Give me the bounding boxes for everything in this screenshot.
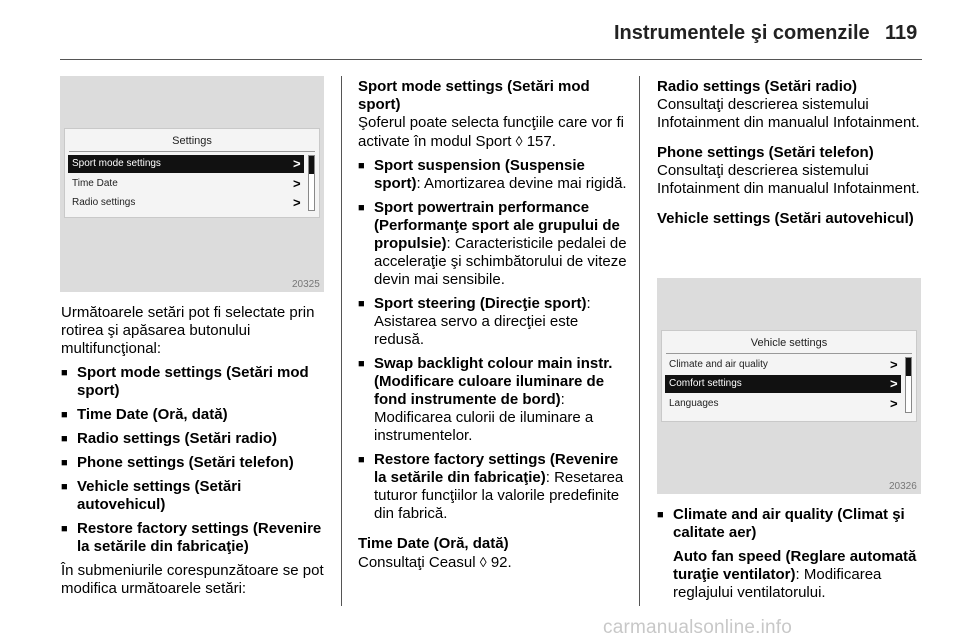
page-header	[0, 0, 960, 62]
list-item: ■ Sport powertrain performance (Performanţe sport ale grupului de propulsie): Caracteristicile pedalei de acceleraţie şi schimbătorului de viteze devin mai sensibile.	[358, 199, 628, 289]
chevron-right-icon: >	[890, 376, 898, 391]
menu-item-radio-settings[interactable]: Radio settings	[72, 197, 136, 208]
outro-paragraph: În submeniurile corespunzătoare se pot modifica următoarele setări:	[61, 562, 324, 597]
settings-screen-title: Settings	[172, 135, 212, 147]
section-heading-sport-mode: Sport mode settings (Setări mod sport)	[358, 78, 590, 113]
menu-item-sport-mode-settings[interactable]: Sport mode settings	[68, 155, 304, 173]
vehicle-settings-screen-title: Vehicle settings	[750, 337, 828, 349]
list-item: ■ Sport steering (Direcţie sport): Asistarea servo a direcţiei este redusă.	[358, 295, 628, 349]
list-item: ■ Vehicle settings (Setări autovehicul)	[61, 478, 333, 514]
page-reference-arrow-icon: ◊	[515, 133, 523, 149]
scrollbar-thumb[interactable]	[309, 156, 314, 174]
menu-item-time-date[interactable]: Time Date	[72, 178, 118, 189]
chevron-right-icon: >	[293, 156, 301, 171]
figure-number: 20326	[889, 481, 917, 492]
settings-list	[61, 364, 333, 556]
intro-paragraph: Următoarele setări pot fi selectate prin rotirea şi apăsarea butonului multifuncţional:	[61, 304, 315, 357]
settings-screen	[64, 128, 320, 218]
page-reference-arrow-icon: ◊	[479, 554, 487, 570]
page-number: 119	[885, 22, 918, 44]
column-divider-1	[341, 76, 342, 606]
vehicle-settings-list	[657, 506, 923, 542]
column-divider-2	[639, 76, 640, 606]
list-item: ■ Radio settings (Setări radio)	[61, 430, 333, 448]
sport-options-list	[358, 157, 628, 523]
list-item: ■ Sport mode settings (Setări mod sport)	[61, 364, 333, 400]
page-reference-link[interactable]: 92.	[490, 554, 512, 571]
chevron-right-icon: >	[890, 396, 898, 411]
figure-number: 20325	[292, 279, 320, 290]
time-date-text: Consultaţi Ceasul ◊ 92.	[358, 554, 512, 571]
section-heading-vehicle: Vehicle settings (Setări autovehicul)	[657, 210, 914, 227]
menu-item-languages[interactable]: Languages	[669, 398, 719, 409]
list-item: ■ Restore factory settings (Revenire la setările din fabricaţie): Resetarea tuturor funcţiilor la valorile predefinite din fabrică.	[358, 451, 628, 523]
list-item: ■ Phone settings (Setări telefon)	[61, 454, 333, 472]
section-heading-radio: Radio settings (Setări radio)	[657, 78, 858, 95]
watermark: carmanualsonline.info	[603, 617, 793, 638]
scrollbar[interactable]	[905, 357, 912, 413]
section-heading-phone: Phone settings (Setări telefon)	[657, 144, 874, 161]
scrollbar-thumb[interactable]	[906, 358, 911, 376]
column-1-text	[61, 304, 333, 598]
list-item: ■ Restore factory settings (Revenire la setările din fabricaţie)	[61, 520, 333, 556]
settings-screen-figure	[60, 76, 324, 292]
radio-text: Consultaţi descrierea sistemului Infotainment din manualul Infotainment.	[657, 96, 920, 131]
column-2-text	[358, 78, 628, 572]
vehicle-settings-screen-figure	[657, 278, 921, 494]
menu-item-comfort-settings[interactable]: Comfort settings	[665, 375, 901, 393]
chevron-right-icon: >	[293, 176, 301, 191]
section-heading-time-date: Time Date (Oră, dată)	[358, 535, 509, 552]
list-item: ■ Climate and air quality (Climat şi calitate aer)	[657, 506, 923, 542]
column-3-lower-text	[657, 506, 923, 602]
list-item: ■ Sport suspension (Suspensie sport): Amortizarea devine mai rigidă.	[358, 157, 628, 193]
chapter-title: Instrumentele şi comenzile	[614, 22, 870, 44]
list-item: ■ Swap backlight colour main instr. (Modificare culoare iluminare de fond instrumente de bord): Modificarea culorii de iluminare a instrumentelor.	[358, 355, 628, 445]
chevron-right-icon: >	[890, 357, 898, 372]
scrollbar[interactable]	[308, 155, 315, 211]
phone-text: Consultaţi descrierea sistemului Infotainment din manualul Infotainment.	[657, 162, 920, 197]
column-3-text	[657, 78, 923, 228]
chevron-right-icon: >	[293, 195, 301, 210]
header-rule	[60, 59, 922, 60]
vehicle-settings-screen	[661, 330, 917, 422]
menu-item-climate-and-air-quality[interactable]: Climate and air quality	[669, 359, 768, 370]
sport-intro: Şoferul poate selecta funcţiile care vor fi activate în modul Sport ◊ 157.	[358, 114, 624, 150]
page-reference-link[interactable]: 157.	[526, 133, 556, 150]
list-item: ■ Time Date (Oră, dată)	[61, 406, 333, 424]
auto-fan-speed-paragraph: Auto fan speed (Reglare automată turaţie ventilator): Modificarea reglajului ventilatorului.	[673, 548, 917, 601]
